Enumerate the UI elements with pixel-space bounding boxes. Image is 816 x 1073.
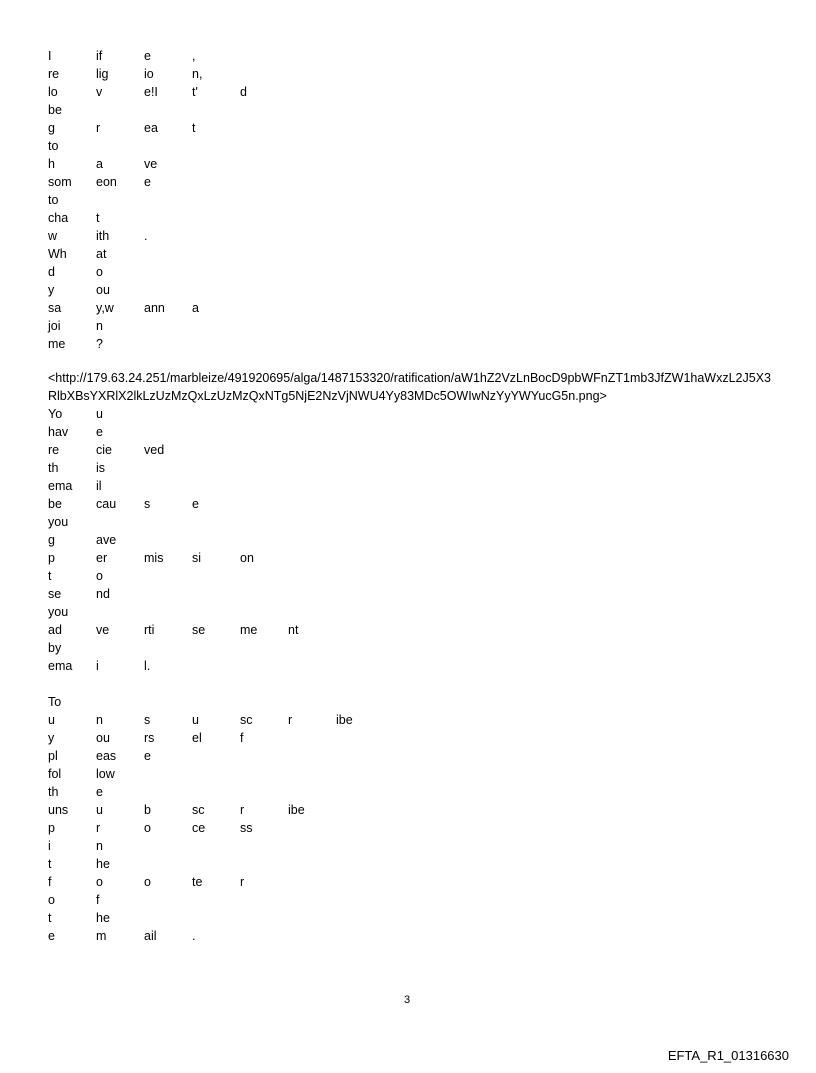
text-fragment: m — [96, 929, 107, 943]
text-fragment: pl — [48, 749, 58, 763]
text-fragment: ema — [48, 659, 73, 673]
text-fragment: ave — [96, 533, 117, 547]
text-fragment: th — [48, 461, 59, 475]
text-fragment: cie — [96, 443, 112, 457]
text-fragment: ve — [144, 157, 158, 171]
document-id: EFTA_R1_01316630 — [667, 1048, 789, 1063]
text-fragment: w — [48, 229, 58, 243]
text-fragment: at — [96, 247, 107, 261]
text-fragment: nd — [96, 587, 110, 601]
text-fragment: ea — [144, 121, 158, 135]
text-fragment: u — [96, 407, 103, 421]
text-fragment: t — [48, 857, 52, 871]
text-fragment: ibe — [288, 803, 305, 817]
text-fragment: e — [144, 49, 151, 63]
text-fragment: ema — [48, 479, 73, 493]
text-fragment: a — [96, 157, 103, 171]
text-fragment: . — [192, 929, 196, 943]
text-fragment: ail — [144, 929, 157, 943]
text-fragment: lo — [48, 85, 58, 99]
image-link-text[interactable]: <http://179.63.24.251/marbleize/491920695/alga/1487153320/ratification/aW1hZ2VzLnBocD9pbWFnZT1mb3JfZW1haWxzL2J5X3RlbXBsYXRlX2lkLzUzMzQxLzUzMzQxNTg5NjE2NzVjNWU4Yy83MDc5OWIwNzYyYWYucG5n.png> — [48, 371, 772, 403]
text-fragment: Yo — [48, 407, 63, 421]
text-fragment: s — [144, 497, 151, 511]
text-fragment: re — [48, 67, 60, 81]
text-fragment: fol — [48, 767, 62, 781]
text-fragment: a — [192, 301, 199, 315]
text-fragment: cau — [96, 497, 117, 511]
text-fragment: n, — [192, 67, 203, 81]
text-fragment: som — [48, 175, 72, 189]
text-fragment: se — [192, 623, 206, 637]
text-fragment: , — [192, 49, 196, 63]
text-fragment: ce — [192, 821, 206, 835]
text-fragment: e — [48, 929, 55, 943]
text-fragment: on — [240, 551, 254, 565]
text-fragment: o — [144, 821, 151, 835]
text-fragment: o — [96, 569, 103, 583]
text-fragment: u — [48, 713, 55, 727]
text-fragment: ss — [240, 821, 253, 835]
text-fragment: o — [96, 265, 103, 279]
text-fragment: Wh — [48, 247, 67, 261]
text-fragment: To — [48, 695, 62, 709]
text-fragment: me — [48, 337, 66, 351]
text-fragment: mis — [144, 551, 164, 565]
text-fragment: is — [96, 461, 106, 475]
text-fragment: uns — [48, 803, 69, 817]
text-fragment: t — [192, 121, 196, 135]
text-fragment: te — [192, 875, 203, 889]
text-fragment: p — [48, 551, 55, 565]
text-fragment: ? — [96, 337, 103, 351]
text-fragment: n — [96, 319, 103, 333]
text-fragment: o — [48, 893, 55, 907]
text-fragment: r — [96, 121, 101, 135]
text-fragment: be — [48, 497, 62, 511]
text-fragment: d — [48, 265, 55, 279]
text-fragment: ou — [96, 731, 110, 745]
text-fragment: p — [48, 821, 55, 835]
text-fragment: e — [144, 175, 151, 189]
text-fragment: il — [96, 479, 102, 493]
text-fragment: er — [96, 551, 108, 565]
text-fragment: n — [96, 713, 103, 727]
text-fragment: f — [240, 731, 244, 745]
text-fragment: sc — [240, 713, 253, 727]
text-fragment: g — [48, 533, 55, 547]
text-fragment: u — [96, 803, 103, 817]
text-fragment: hav — [48, 425, 69, 439]
text-fragment: ad — [48, 623, 62, 637]
text-fragment: h — [48, 157, 55, 171]
text-fragment: r — [288, 713, 293, 727]
text-fragment: si — [192, 551, 202, 565]
text-fragment: l. — [144, 659, 151, 673]
text-fragment: eon — [96, 175, 117, 189]
text-fragment: s — [144, 713, 151, 727]
text-fragment: y — [48, 731, 55, 745]
text-fragment: sc — [192, 803, 205, 817]
text-fragment: e — [144, 749, 151, 763]
text-fragment: e — [192, 497, 199, 511]
text-fragment: ibe — [336, 713, 353, 727]
text-fragment: r — [240, 803, 245, 817]
text-fragment: ve — [96, 623, 110, 637]
text-fragment: t — [48, 569, 52, 583]
text-fragment: v — [96, 85, 103, 99]
text-fragment: d — [240, 85, 247, 99]
text-fragment: th — [48, 785, 59, 799]
text-fragment: o — [96, 875, 103, 889]
text-fragment: n — [96, 839, 103, 853]
text-fragment: if — [96, 49, 103, 63]
text-fragment: f — [48, 875, 52, 889]
text-fragment: o — [144, 875, 151, 889]
text-fragment: re — [48, 443, 60, 457]
text-fragment: you — [48, 515, 69, 529]
text-fragment: t — [48, 911, 52, 925]
page-number: 3 — [404, 994, 411, 1006]
text-fragment: . — [144, 229, 148, 243]
text-fragment: t — [96, 211, 100, 225]
text-fragment: ved — [144, 443, 165, 457]
text-fragment: eas — [96, 749, 117, 763]
text-fragment: nt — [288, 623, 299, 637]
text-fragment: i — [48, 839, 51, 853]
text-fragment: he — [96, 857, 110, 871]
text-fragment: t' — [192, 85, 198, 99]
text-fragment: be — [48, 103, 62, 117]
text-fragment: b — [144, 803, 151, 817]
text-fragment: y,w — [96, 301, 114, 315]
text-fragment: me — [240, 623, 258, 637]
text-fragment: u — [192, 713, 199, 727]
text-fragment: to — [48, 139, 59, 153]
text-fragment: rti — [144, 623, 155, 637]
text-fragment: I — [48, 49, 52, 63]
text-fragment: joi — [48, 319, 61, 333]
text-fragment: g — [48, 121, 55, 135]
text-fragment: ith — [96, 229, 110, 243]
text-fragment: by — [48, 641, 62, 655]
text-fragment: el — [192, 731, 202, 745]
text-fragment: i — [96, 659, 99, 673]
text-fragment: f — [96, 893, 100, 907]
text-fragment: io — [144, 67, 154, 81]
text-fragment: se — [48, 587, 62, 601]
text-fragment: ann — [144, 301, 165, 315]
text-fragment: he — [96, 911, 110, 925]
text-fragment: lig — [96, 67, 109, 81]
text-fragment: to — [48, 193, 59, 207]
text-fragment: low — [96, 767, 115, 781]
text-fragment: r — [240, 875, 245, 889]
text-fragment: sa — [48, 301, 62, 315]
text-fragment: ou — [96, 283, 110, 297]
text-fragment: you — [48, 605, 69, 619]
text-fragment: cha — [48, 211, 69, 225]
text-fragment: e!I — [144, 85, 158, 99]
text-fragment: y — [48, 283, 55, 297]
text-fragment: e — [96, 425, 103, 439]
text-fragment: rs — [144, 731, 155, 745]
text-fragment: e — [96, 785, 103, 799]
text-fragment: r — [96, 821, 101, 835]
